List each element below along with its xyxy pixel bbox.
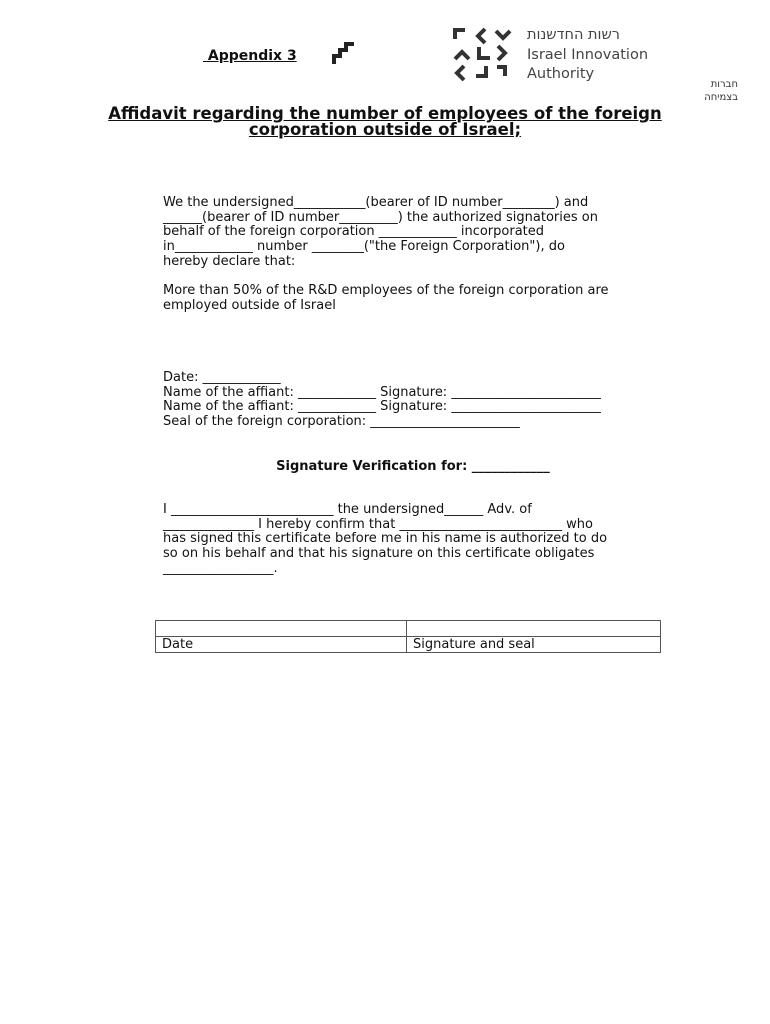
statement-paragraph: More than 50% of the R&D employees of the foreign corporation are employed outside of Israel <box>163 283 609 313</box>
signature-seal-cell: Signature and seal <box>407 637 661 653</box>
iia-name-text <box>527 26 648 85</box>
signature-table <box>155 620 661 653</box>
iia-arrows-icon <box>452 26 514 82</box>
table-cell <box>156 621 407 637</box>
verification-paragraph: I _________________________ the undersigned______ Adv. of ______________ I hereby confirm that _________________________ who has signed this certificate before me in his name is authorized to do so on his behalf and that his signature on this certificate obligates _________________. <box>163 502 608 576</box>
growth-logo-text: חברות בצמיחה <box>704 79 738 103</box>
authority-name-english-line2: Authority <box>527 66 595 82</box>
date-cell: Date <box>156 637 407 653</box>
table-row <box>156 637 661 653</box>
authority-name-hebrew: רשות החדשנות <box>527 27 620 43</box>
appendix-label: Appendix 3 <box>203 48 297 64</box>
document-title: Affidavit regarding the number of employees of the foreign corporation outside of Israel; <box>108 104 662 139</box>
table-cell <box>407 621 661 637</box>
verification-heading: Signature Verification for: ____________ <box>276 459 550 474</box>
declaration-paragraph: We the undersigned___________(bearer of ID number________) and ______(bearer of ID number_________) the authorized signatories on behalf of the foreign corporation ____________ incorporated in____________ number ________("the Foreign Corporation"), do hereby declare that: <box>163 195 598 269</box>
growth-steps-icon <box>332 41 356 65</box>
israel-innovation-authority-logo <box>452 26 662 86</box>
signature-block: Date: ____________ Name of the affiant: ____________ Signature: _______________________ Name of the affiant: ____________ Signature: _______________________ Seal of the foreign corporation: _______________________ <box>163 370 601 430</box>
authority-name-english-line1: Israel Innovation <box>527 46 649 63</box>
table-row <box>156 621 661 637</box>
